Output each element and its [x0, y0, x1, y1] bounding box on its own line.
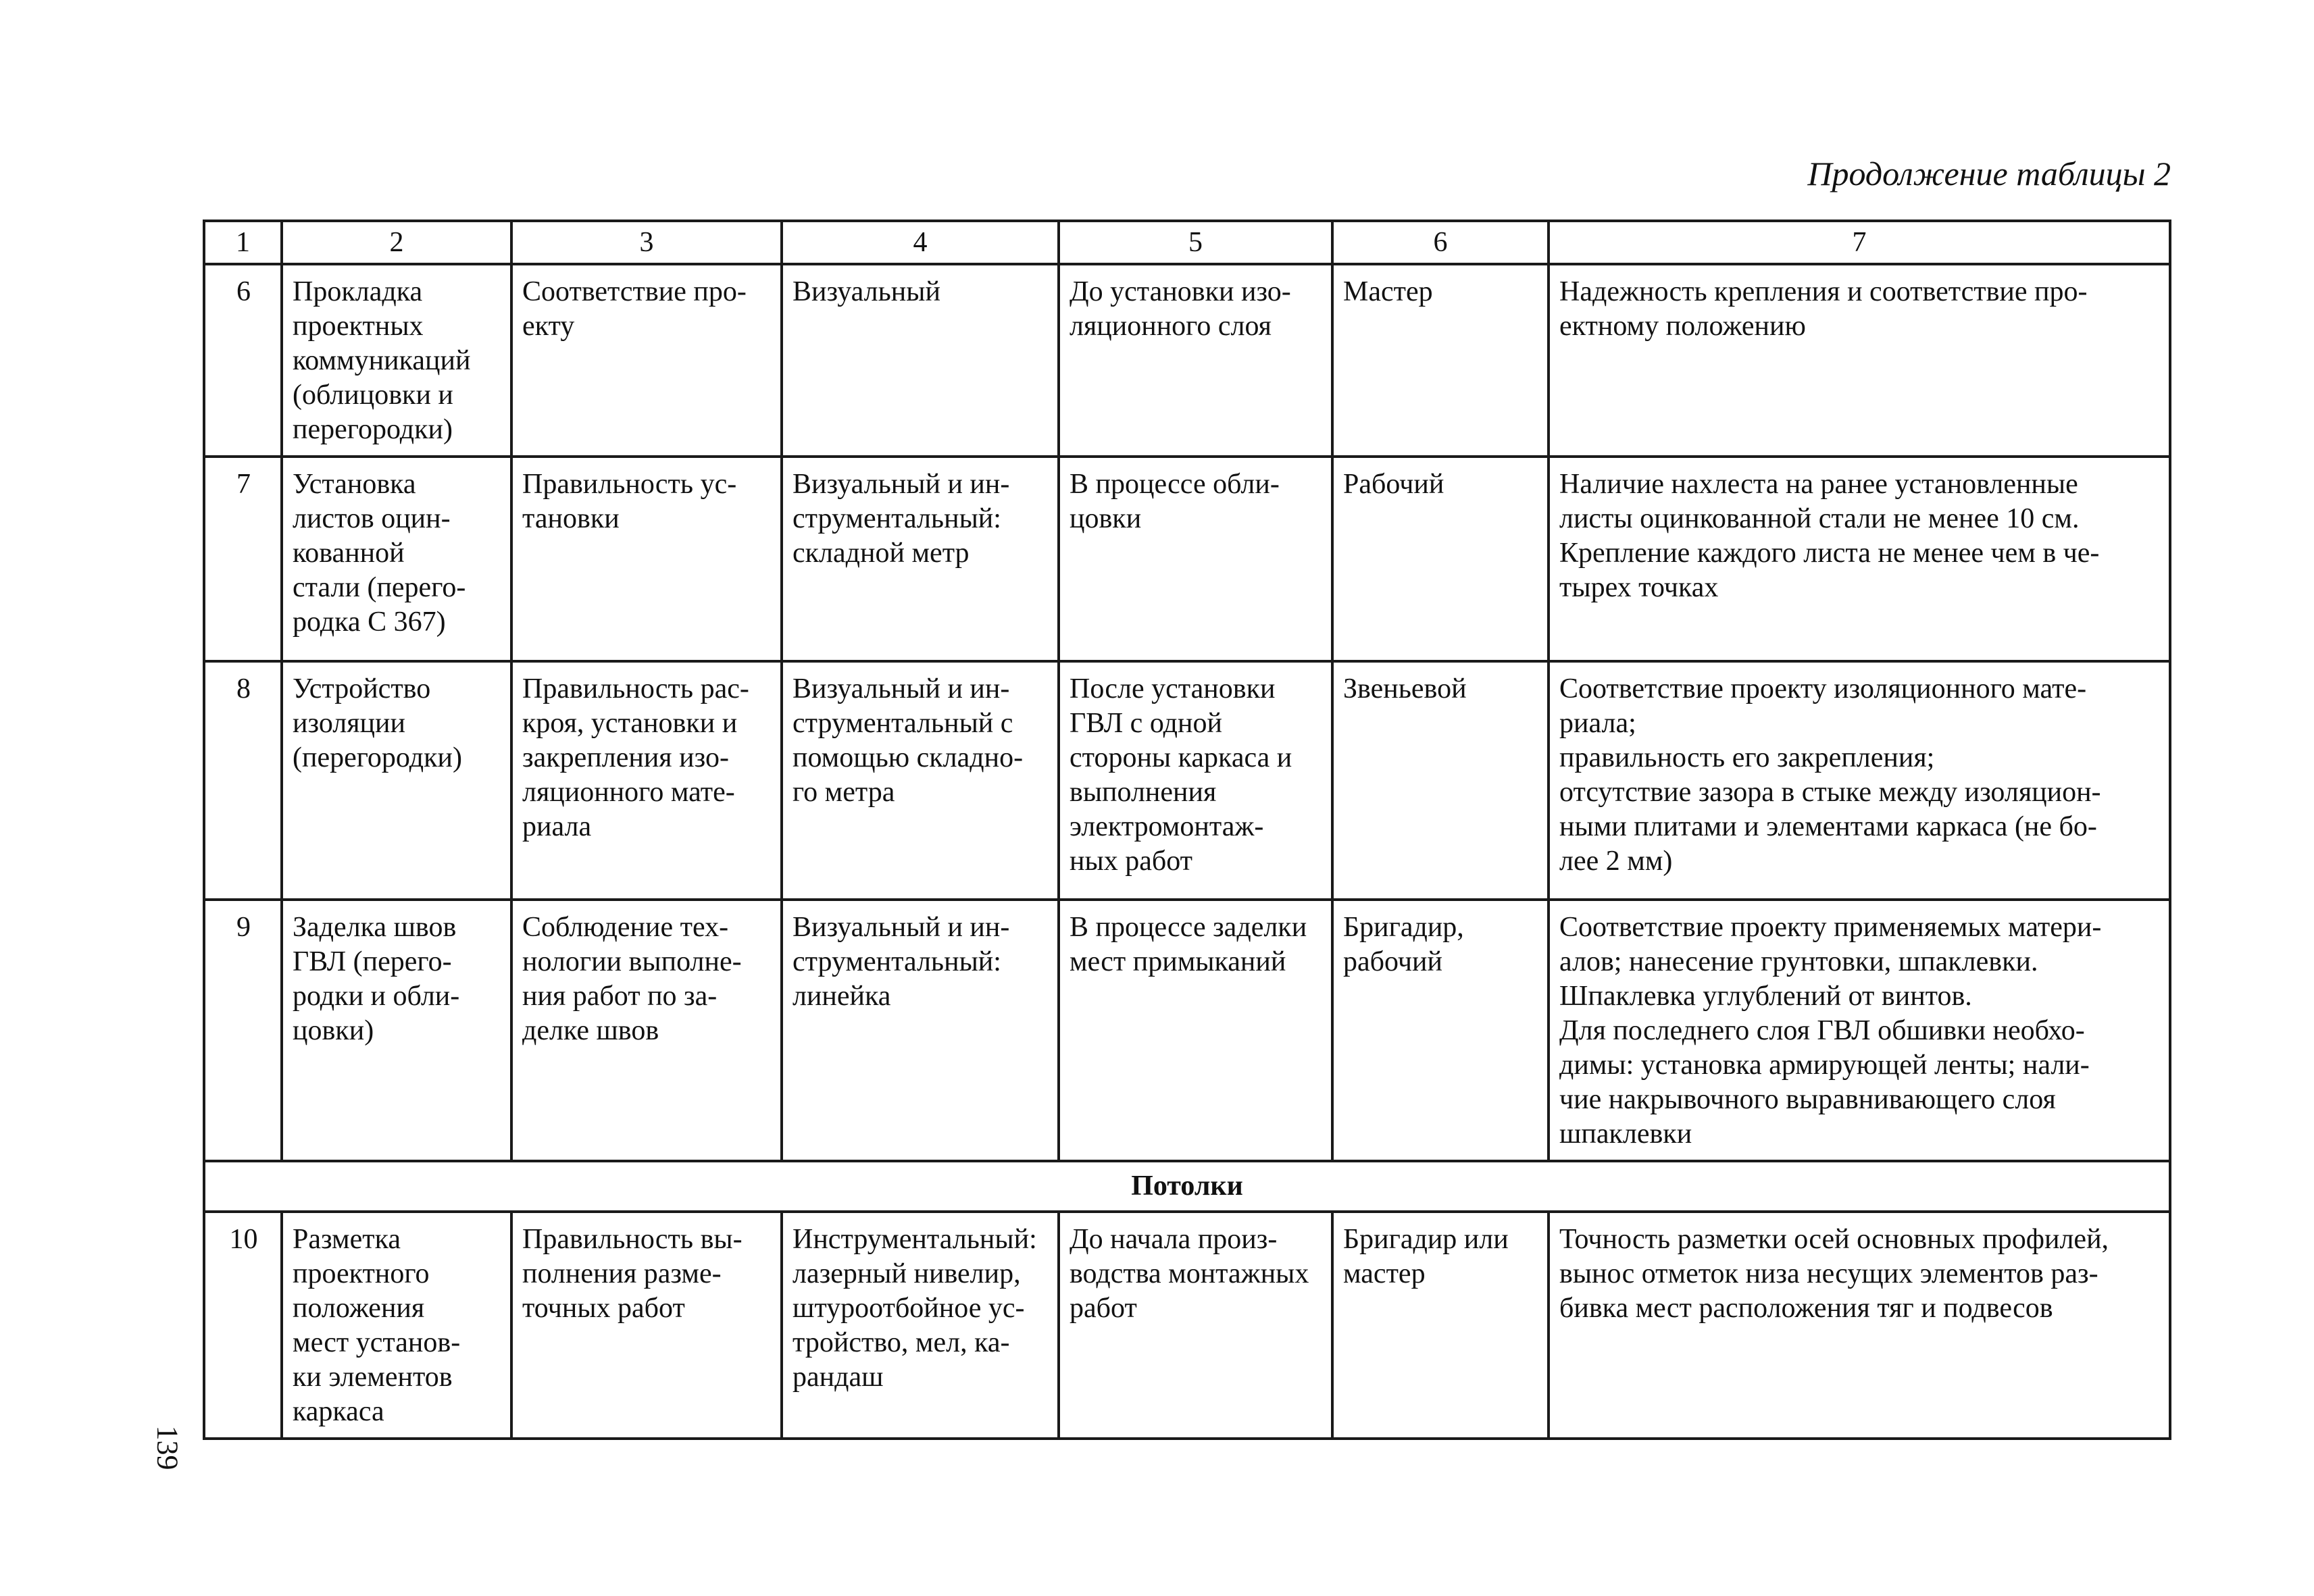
- inspection-table: [203, 220, 2171, 1440]
- table-row: [204, 900, 2170, 1161]
- row-number-cell: 6: [204, 264, 282, 457]
- cell-text-line: ляционного слоя: [1070, 311, 1272, 342]
- work-cell: [282, 661, 511, 900]
- control-subject-cell: [511, 264, 782, 457]
- cell-text-line: цовки: [1070, 503, 1142, 534]
- controller-cell: [1332, 1212, 1549, 1439]
- cell-text-line: рабочий: [1343, 946, 1442, 977]
- cell-text-line: работ: [1070, 1293, 1137, 1324]
- cell-text-line: Визуальный и ин-: [793, 469, 1010, 500]
- control-subject-cell: [511, 661, 782, 900]
- cell-text-line: Визуальный: [793, 276, 940, 307]
- cell-text-line: Соблюдение тех-: [522, 912, 729, 943]
- cell-text-line: До начала произ-: [1070, 1224, 1278, 1255]
- controller-cell: [1332, 900, 1549, 1161]
- cell-text-line: Разметка: [293, 1224, 401, 1255]
- cell-text-line: ектному положению: [1559, 311, 1806, 342]
- cell-text-line: правильность его закрепления;: [1559, 742, 1935, 773]
- cell-text-line: водства монтажных: [1070, 1258, 1309, 1289]
- cell-text-line: Инструментальный:: [793, 1224, 1037, 1255]
- cell-text-line: лазерный нивелир,: [793, 1258, 1021, 1289]
- table-row: [204, 661, 2170, 900]
- control-subject-cell: [511, 900, 782, 1161]
- cell-text-line: отсутствие зазора в стыке между изоляцион-: [1559, 777, 2101, 808]
- cell-text-line: Для последнего слоя ГВЛ обшивки необхо-: [1559, 1015, 2085, 1046]
- requirements-cell: [1549, 661, 2170, 900]
- control-timing-cell: [1059, 264, 1332, 457]
- cell-text-line: Надежность крепления и соответствие про-: [1559, 276, 2088, 307]
- cell-text-line: (перегородки): [293, 742, 462, 773]
- control-method-cell: [782, 264, 1059, 457]
- cell-text-line: риала;: [1559, 708, 1636, 739]
- cell-text-line: Визуальный и ин-: [793, 912, 1010, 943]
- control-timing-cell: [1059, 900, 1332, 1161]
- cell-text-line: димы: установка армирующей ленты; нали-: [1559, 1050, 2090, 1081]
- cell-text-line: стороны каркаса и: [1070, 742, 1292, 773]
- row-number-cell: 9: [204, 900, 282, 1161]
- cell-text-line: кроя, установки и: [522, 708, 738, 739]
- cell-text-line: Соответствие про-: [522, 276, 747, 307]
- column-header: 1: [204, 221, 282, 264]
- requirements-cell: [1549, 900, 2170, 1161]
- cell-text-line: Бригадир,: [1343, 912, 1464, 943]
- cell-text-line: В процессе обли-: [1070, 469, 1280, 500]
- column-header: 2: [282, 221, 511, 264]
- cell-text-line: проектного: [293, 1258, 430, 1289]
- cell-text-line: После установки: [1070, 673, 1276, 704]
- cell-text-line: Визуальный и ин-: [793, 673, 1010, 704]
- cell-text-line: струментальный:: [793, 946, 1001, 977]
- cell-text-line: полнения разме-: [522, 1258, 722, 1289]
- cell-text-line: родки и обли-: [293, 981, 460, 1012]
- section-title: Потолки: [204, 1161, 2170, 1212]
- cell-text-line: ляционного мате-: [522, 777, 735, 808]
- cell-text-line: ГВЛ (перего-: [293, 946, 452, 977]
- cell-text-line: струментальный:: [793, 503, 1001, 534]
- cell-text-line: Шпаклевка углублений от винтов.: [1559, 981, 1972, 1012]
- cell-text-line: мастер: [1343, 1258, 1426, 1289]
- controller-cell: [1332, 457, 1549, 661]
- cell-text-line: тырех точках: [1559, 572, 1719, 603]
- cell-text-line: листы оцинкованной стали не менее 10 см.: [1559, 503, 2080, 534]
- cell-text-line: Наличие нахлеста на ранее установленные: [1559, 469, 2078, 500]
- column-header: 3: [511, 221, 782, 264]
- cell-text-line: ки элементов: [293, 1362, 453, 1393]
- control-subject-cell: [511, 1212, 782, 1439]
- cell-text-line: Мастер: [1343, 276, 1433, 307]
- table-row: [204, 1212, 2170, 1439]
- column-header: 7: [1549, 221, 2170, 264]
- cell-text-line: Правильность рас-: [522, 673, 749, 704]
- cell-text-line: Рабочий: [1343, 469, 1444, 500]
- cell-text-line: тройство, мел, ка-: [793, 1327, 1010, 1358]
- row-number-cell: 8: [204, 661, 282, 900]
- section-row: [204, 1161, 2170, 1212]
- control-timing-cell: [1059, 457, 1332, 661]
- work-cell: [282, 900, 511, 1161]
- work-cell: [282, 264, 511, 457]
- cell-text-line: помощью складно-: [793, 742, 1024, 773]
- cell-text-line: изоляции: [293, 708, 405, 739]
- table-row: [204, 457, 2170, 661]
- cell-text-line: ных работ: [1070, 846, 1193, 877]
- requirements-cell: [1549, 1212, 2170, 1439]
- cell-text-line: Правильность ус-: [522, 469, 737, 500]
- cell-text-line: закрепления изо-: [522, 742, 729, 773]
- cell-text-line: делке швов: [522, 1015, 659, 1046]
- cell-text-line: струментальный с: [793, 708, 1013, 739]
- cell-text-line: екту: [522, 311, 575, 342]
- cell-text-line: (облицовки и: [293, 380, 453, 411]
- cell-text-line: выполнения: [1070, 777, 1217, 808]
- cell-text-line: Соответствие проекту применяемых матери-: [1559, 912, 2102, 943]
- cell-text-line: рандаш: [793, 1362, 884, 1393]
- cell-text-line: го метра: [793, 777, 895, 808]
- cell-text-line: тановки: [522, 503, 620, 534]
- cell-text-line: каркаса: [293, 1396, 384, 1427]
- control-timing-cell: [1059, 661, 1332, 900]
- controller-cell: [1332, 661, 1549, 900]
- cell-text-line: шпаклевки: [1559, 1118, 1692, 1150]
- cell-text-line: Крепление каждого листа не менее чем в че-: [1559, 538, 2100, 569]
- cell-text-line: риала: [522, 811, 592, 842]
- cell-text-line: В процессе заделки: [1070, 912, 1307, 943]
- requirements-cell: [1549, 264, 2170, 457]
- cell-text-line: До установки изо-: [1070, 276, 1291, 307]
- table-row: [204, 264, 2170, 457]
- control-method-cell: [782, 1212, 1059, 1439]
- cell-text-line: ния работ по за-: [522, 981, 718, 1012]
- cell-text-line: Звеньевой: [1343, 673, 1467, 704]
- cell-text-line: листов оцин-: [293, 503, 451, 534]
- table-caption: Продолжение таблицы 2: [1807, 155, 2171, 192]
- cell-text-line: чие накрывочного выравнивающего слоя: [1559, 1084, 2056, 1115]
- cell-text-line: стали (перего-: [293, 572, 466, 603]
- cell-text-line: кованной: [293, 538, 405, 569]
- controller-cell: [1332, 264, 1549, 457]
- column-header: 5: [1059, 221, 1332, 264]
- cell-text-line: точных работ: [522, 1293, 685, 1324]
- cell-text-line: мест установ-: [293, 1327, 461, 1358]
- cell-text-line: ными плитами и элементами каркаса (не бо-: [1559, 811, 2097, 842]
- control-subject-cell: [511, 457, 782, 661]
- cell-text-line: коммуникаций: [293, 345, 471, 376]
- cell-text-line: цовки): [293, 1015, 374, 1046]
- cell-text-line: ГВЛ с одной: [1070, 708, 1222, 739]
- cell-text-line: положения: [293, 1293, 425, 1324]
- cell-text-line: штуроотбойное ус-: [793, 1293, 1025, 1324]
- column-header: 6: [1332, 221, 1549, 264]
- cell-text-line: проектных: [293, 311, 424, 342]
- table-body: [204, 221, 2170, 1439]
- cell-text-line: Соответствие проекту изоляционного мате-: [1559, 673, 2087, 704]
- cell-text-line: Устройство: [293, 673, 431, 704]
- cell-text-line: родка С 367): [293, 607, 446, 638]
- control-method-cell: [782, 457, 1059, 661]
- cell-text-line: Бригадир или: [1343, 1224, 1509, 1255]
- control-method-cell: [782, 900, 1059, 1161]
- page-number: 139: [151, 1425, 184, 1470]
- control-method-cell: [782, 661, 1059, 900]
- cell-text-line: Точность разметки осей основных профилей,: [1559, 1224, 2109, 1255]
- cell-text-line: нологии выполне-: [522, 946, 742, 977]
- row-number-cell: 10: [204, 1212, 282, 1439]
- cell-text-line: вынос отметок низа несущих элементов раз-: [1559, 1258, 2098, 1289]
- cell-text-line: Заделка швов: [293, 912, 457, 943]
- cell-text-line: Установка: [293, 469, 416, 500]
- cell-text-line: мест примыканий: [1070, 946, 1286, 977]
- work-cell: [282, 457, 511, 661]
- cell-text-line: бивка мест расположения тяг и подвесов: [1559, 1293, 2053, 1324]
- control-timing-cell: [1059, 1212, 1332, 1439]
- row-number-cell: 7: [204, 457, 282, 661]
- cell-text-line: лее 2 мм): [1559, 846, 1673, 877]
- cell-text-line: алов; нанесение грунтовки, шпаклевки.: [1559, 946, 2038, 977]
- cell-text-line: перегородки): [293, 414, 453, 445]
- requirements-cell: [1549, 457, 2170, 661]
- column-number-row: [204, 221, 2170, 264]
- cell-text-line: Прокладка: [293, 276, 423, 307]
- work-cell: [282, 1212, 511, 1439]
- cell-text-line: электромонтаж-: [1070, 811, 1264, 842]
- cell-text-line: складной метр: [793, 538, 970, 569]
- cell-text-line: Правильность вы-: [522, 1224, 743, 1255]
- cell-text-line: линейка: [793, 981, 891, 1012]
- column-header: 4: [782, 221, 1059, 264]
